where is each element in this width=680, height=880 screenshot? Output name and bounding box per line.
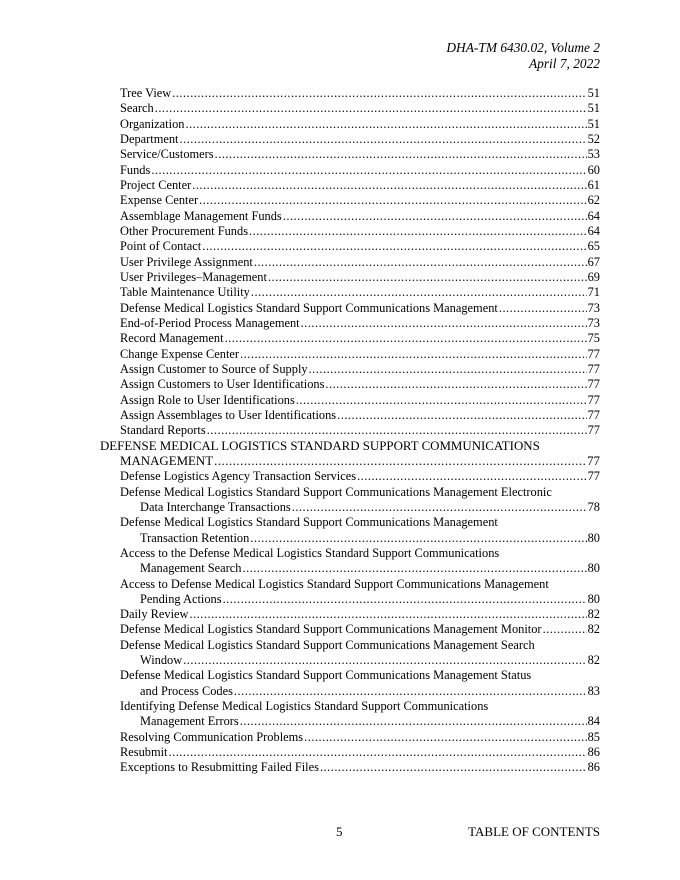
toc-entry-title: Assemblage Management Funds bbox=[120, 208, 282, 223]
toc-entry-title: Management Search bbox=[140, 561, 242, 576]
toc-page-number: 77 bbox=[587, 423, 600, 438]
dot-leader bbox=[543, 622, 587, 637]
toc-entry-title: Defense Medical Logistics Standard Support Communications Management bbox=[120, 300, 498, 315]
toc-entry-title: Defense Medical Logistics Standard Support Communications Management Electronic bbox=[120, 484, 552, 499]
toc-entry-title: Tree View bbox=[120, 86, 172, 100]
footer-section-title: TABLE OF CONTENTS bbox=[468, 824, 600, 839]
toc-entry-title: Service/Customers bbox=[120, 147, 214, 162]
toc-page-number: 51 bbox=[587, 116, 600, 131]
toc-entry-title: Change Expense Center bbox=[120, 346, 240, 361]
toc-entry-title: Funds bbox=[120, 162, 151, 177]
toc-entry-title: Defense Medical Logistics Standard Support Communications Management Status bbox=[120, 668, 532, 683]
toc-entry[interactable] bbox=[100, 193, 600, 208]
toc-entry-title: Access to Defense Medical Logistics Standard Support Communications Management bbox=[120, 576, 549, 591]
toc-entry[interactable] bbox=[100, 362, 600, 377]
toc-entry-title: Management Errors bbox=[140, 714, 239, 729]
toc-entry[interactable] bbox=[100, 699, 600, 730]
dot-leader bbox=[296, 393, 587, 408]
dot-leader bbox=[325, 377, 586, 392]
dot-leader bbox=[207, 423, 587, 438]
toc-entry-title: Identifying Defense Medical Logistics Standard Support Communications bbox=[120, 699, 489, 714]
dot-leader bbox=[189, 607, 586, 622]
dot-leader bbox=[199, 193, 587, 208]
dot-leader bbox=[172, 86, 586, 101]
toc-entry-title: Pending Actions bbox=[140, 591, 222, 606]
toc-entry-title: Assign Assemblages to User Identifications bbox=[120, 407, 337, 422]
toc-page-number: 80 bbox=[587, 561, 600, 576]
toc-entry[interactable] bbox=[100, 760, 600, 775]
toc-page-number: 82 bbox=[587, 653, 600, 668]
toc-entry-title: End-of-Period Process Management bbox=[120, 315, 300, 330]
toc-entry-title: Assign Customers to User Identifications bbox=[120, 377, 325, 392]
toc-entry-title: Assign Customer to Source of Supply bbox=[120, 361, 308, 376]
dot-leader bbox=[240, 714, 587, 729]
toc-entry[interactable] bbox=[100, 285, 600, 300]
toc-entry-title: Standard Reports bbox=[120, 423, 206, 438]
dot-leader bbox=[499, 301, 587, 316]
dot-leader bbox=[192, 178, 586, 193]
toc-entry-title: Resubmit bbox=[120, 745, 168, 760]
toc-page-number: 77 bbox=[587, 346, 600, 361]
toc-entry[interactable] bbox=[100, 515, 600, 546]
toc-entry[interactable] bbox=[100, 147, 600, 162]
toc-page-number: 65 bbox=[587, 239, 600, 254]
toc-entry-title: Resolving Communication Problems bbox=[120, 729, 304, 744]
toc-entry[interactable] bbox=[100, 730, 600, 745]
toc-page-number: 77 bbox=[587, 453, 600, 468]
toc-entry-title: Window bbox=[140, 653, 183, 668]
toc-entry-title: Defense Logistics Agency Transaction Services bbox=[120, 469, 357, 484]
dot-leader bbox=[240, 347, 587, 362]
toc-entry-title: DEFENSE MEDICAL LOGISTICS STANDARD SUPPORT COMMUNICATIONS bbox=[100, 438, 540, 453]
dot-leader bbox=[223, 592, 587, 607]
table-of-contents bbox=[100, 86, 600, 776]
toc-entry[interactable] bbox=[100, 469, 600, 484]
dot-leader bbox=[268, 270, 587, 285]
toc-page-number: 83 bbox=[587, 683, 600, 698]
toc-entry[interactable] bbox=[100, 255, 600, 270]
toc-page-number: 62 bbox=[587, 193, 600, 208]
dot-leader bbox=[250, 531, 586, 546]
toc-page-number: 77 bbox=[587, 361, 600, 376]
dot-leader bbox=[151, 163, 586, 178]
toc-entry-title: Access to the Defense Medical Logistics Standard Support Communications bbox=[120, 545, 500, 560]
toc-page-number: 71 bbox=[587, 285, 600, 300]
dot-leader bbox=[155, 101, 587, 116]
toc-entry[interactable] bbox=[100, 132, 600, 147]
toc-entry-title: and Process Codes bbox=[140, 683, 233, 698]
toc-entry-title: Data Interchange Transactions bbox=[140, 499, 291, 514]
toc-entry[interactable] bbox=[100, 622, 600, 637]
dot-leader bbox=[283, 209, 587, 224]
toc-page-number: 64 bbox=[587, 223, 600, 238]
dot-leader bbox=[309, 362, 587, 377]
toc-entry-title: Daily Review bbox=[120, 607, 189, 622]
toc-entry[interactable] bbox=[100, 224, 600, 239]
toc-page-number: 73 bbox=[587, 315, 600, 330]
toc-entry[interactable] bbox=[100, 423, 600, 438]
running-header bbox=[446, 40, 600, 71]
toc-page-number: 84 bbox=[587, 714, 600, 729]
toc-entry[interactable] bbox=[100, 577, 600, 608]
toc-entry[interactable] bbox=[100, 485, 600, 516]
toc-page-number: 75 bbox=[587, 331, 600, 346]
toc-entry-title: Organization bbox=[120, 116, 185, 131]
dot-leader bbox=[169, 745, 587, 760]
toc-entry-title: Point of Contact bbox=[120, 239, 202, 254]
dot-leader bbox=[357, 469, 587, 484]
toc-entry[interactable] bbox=[100, 316, 600, 331]
toc-page-number: 64 bbox=[587, 208, 600, 223]
dot-leader bbox=[292, 500, 587, 515]
toc-entry[interactable] bbox=[100, 546, 600, 577]
dot-leader bbox=[214, 454, 586, 469]
dot-leader bbox=[215, 147, 587, 162]
dot-leader bbox=[304, 730, 587, 745]
toc-entry-title: Record Management bbox=[120, 331, 224, 346]
dot-leader bbox=[225, 331, 587, 346]
toc-entry[interactable] bbox=[100, 86, 600, 101]
toc-page-number: 78 bbox=[587, 499, 600, 514]
toc-page-number: 82 bbox=[587, 622, 600, 637]
toc-page-number: 77 bbox=[587, 392, 600, 407]
toc-page-number: 80 bbox=[587, 530, 600, 545]
toc-entry[interactable] bbox=[100, 439, 600, 470]
dot-leader bbox=[337, 408, 586, 423]
toc-entry-title: Project Center bbox=[120, 177, 192, 192]
dot-leader bbox=[202, 239, 586, 254]
toc-entry[interactable] bbox=[100, 377, 600, 392]
dot-leader bbox=[320, 760, 587, 775]
dot-leader bbox=[243, 561, 587, 576]
toc-entry[interactable] bbox=[100, 393, 600, 408]
toc-page-number: 51 bbox=[587, 101, 600, 116]
toc-entry-title: Assign Role to User Identifications bbox=[120, 392, 295, 407]
toc-entry[interactable] bbox=[100, 347, 600, 362]
toc-page-number: 60 bbox=[587, 162, 600, 177]
toc-entry-title: Department bbox=[120, 131, 179, 146]
toc-page-number: 52 bbox=[587, 131, 600, 146]
toc-page-number: 85 bbox=[587, 729, 600, 744]
toc-entry-title: Search bbox=[120, 101, 154, 116]
toc-page-number: 51 bbox=[587, 86, 600, 100]
toc-entry-title: User Privilege Assignment bbox=[120, 254, 253, 269]
toc-entry-title: MANAGEMENT bbox=[120, 453, 214, 468]
header-date: April 7, 2022 bbox=[528, 55, 600, 71]
toc-entry[interactable] bbox=[100, 117, 600, 132]
toc-entry[interactable] bbox=[100, 163, 600, 178]
toc-page-number: 77 bbox=[587, 377, 600, 392]
dot-leader bbox=[251, 285, 587, 300]
toc-entry-title: Defense Medical Logistics Standard Support Communications Management Search bbox=[120, 637, 535, 652]
toc-entry[interactable] bbox=[100, 745, 600, 760]
toc-page-number: 73 bbox=[587, 300, 600, 315]
toc-entry-title: Expense Center bbox=[120, 193, 199, 208]
toc-page-number: 67 bbox=[587, 254, 600, 269]
toc-entry[interactable] bbox=[100, 101, 600, 116]
toc-page-number: 69 bbox=[587, 269, 600, 284]
toc-entry[interactable] bbox=[100, 239, 600, 254]
toc-entry[interactable] bbox=[100, 270, 600, 285]
dot-leader bbox=[185, 117, 586, 132]
dot-leader bbox=[249, 224, 587, 239]
toc-page-number: 86 bbox=[587, 745, 600, 760]
toc-entry[interactable] bbox=[100, 301, 600, 316]
dot-leader bbox=[301, 316, 587, 331]
toc-entry[interactable] bbox=[100, 408, 600, 423]
dot-leader bbox=[234, 684, 587, 699]
toc-entry-title: Transaction Retention bbox=[140, 530, 250, 545]
header-doc-id: DHA-TM 6430.02, Volume 2 bbox=[446, 40, 600, 55]
toc-page-number: 80 bbox=[587, 591, 600, 606]
toc-entry[interactable] bbox=[100, 209, 600, 224]
dot-leader bbox=[183, 653, 586, 668]
toc-page-number: 86 bbox=[587, 760, 600, 775]
toc-entry-title: User Privileges–Management bbox=[120, 269, 267, 284]
toc-entry[interactable] bbox=[100, 178, 600, 193]
toc-page-number: 77 bbox=[587, 407, 600, 422]
toc-page-number: 53 bbox=[587, 147, 600, 162]
toc-entry-title: Defense Medical Logistics Standard Support Communications Management bbox=[120, 515, 498, 530]
toc-entry[interactable] bbox=[100, 607, 600, 622]
toc-entry[interactable] bbox=[100, 638, 600, 669]
toc-entry-title: Defense Medical Logistics Standard Support Communications Management Monitor bbox=[120, 622, 542, 637]
toc-page-number: 61 bbox=[587, 177, 600, 192]
toc-entry-title: Exceptions to Resubmitting Failed Files bbox=[120, 760, 319, 775]
toc-page-number: 82 bbox=[587, 607, 600, 622]
toc-page-number: 77 bbox=[587, 469, 600, 484]
toc-entry[interactable] bbox=[100, 331, 600, 346]
toc-entry-title: Other Procurement Funds bbox=[120, 223, 249, 238]
toc-entry-title: Table Maintenance Utility bbox=[120, 285, 250, 300]
page-number: 5 bbox=[336, 824, 343, 839]
dot-leader bbox=[254, 255, 587, 270]
dot-leader bbox=[180, 132, 587, 147]
toc-entry[interactable] bbox=[100, 668, 600, 699]
